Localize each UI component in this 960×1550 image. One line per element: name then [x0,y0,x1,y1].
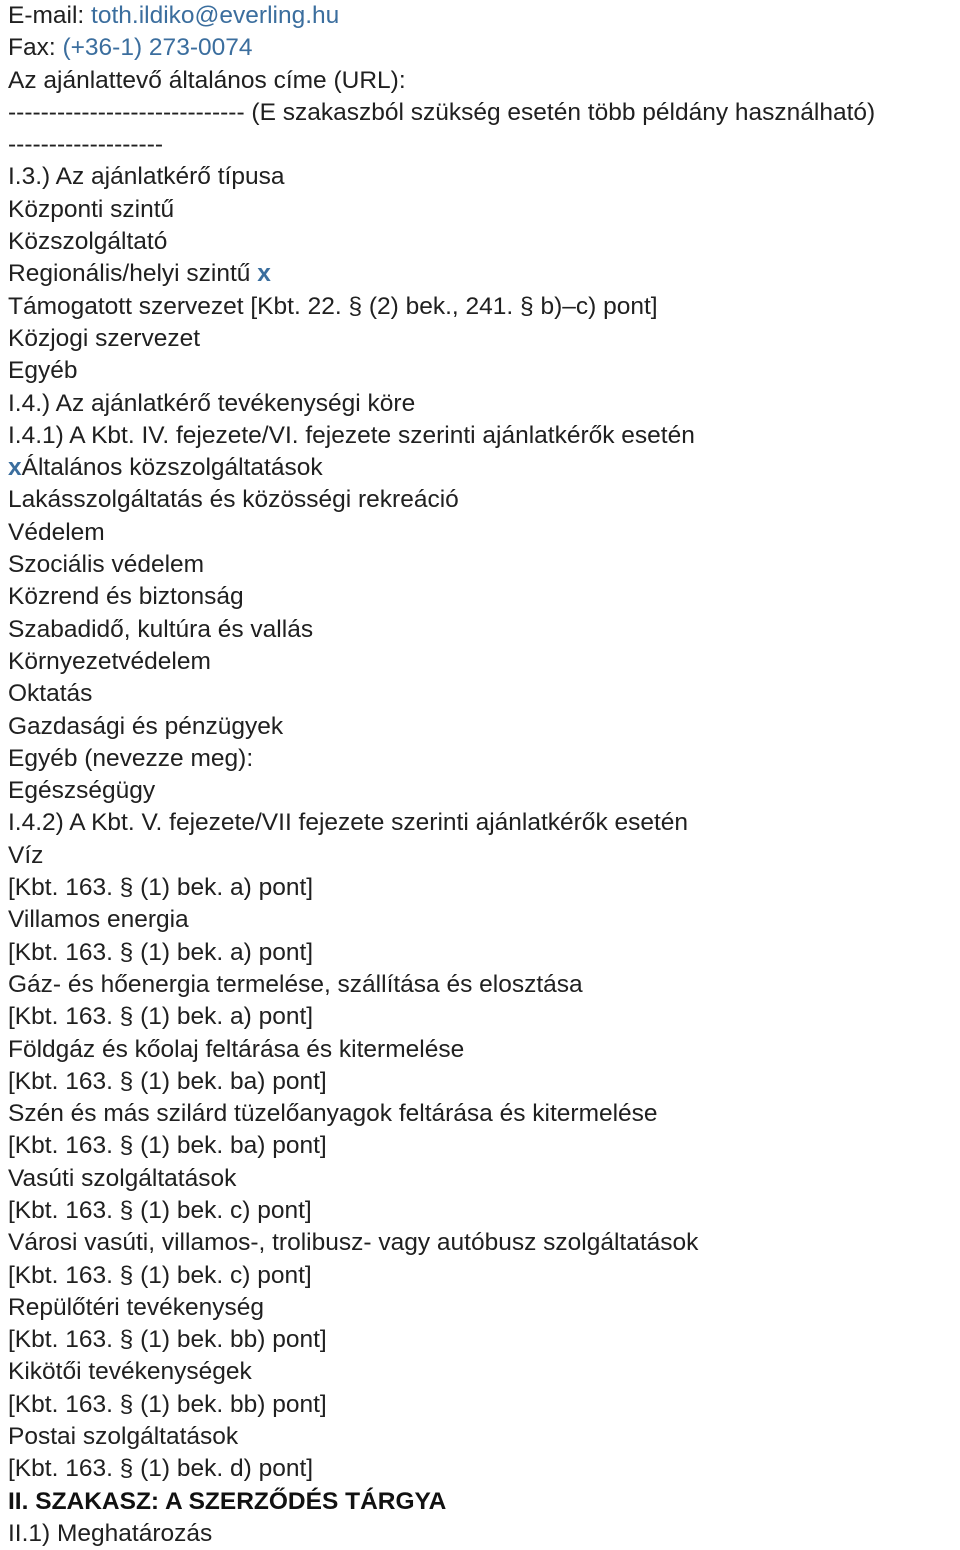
fax-label: Fax: [8,34,63,62]
list-item: Gáz- és hőenergia termelése, szállítása és elosztása [8,970,583,998]
list-item: Kikötői tevékenységek [8,1358,252,1386]
document-page [8,0,956,1550]
list-item: Oktatás [8,680,93,708]
list-item: Városi vasúti, villamos-, trolibusz- vagy autóbusz szolgáltatások [8,1229,699,1257]
list-item: Támogatott szervezet [Kbt. 22. § (2) bek., 241. § b)–c) pont] [8,292,658,320]
separator-note: ----------------------------- (E szakaszból szükség esetén több példány használható) [8,98,876,126]
list-item-reference: [Kbt. 163. § (1) bek. ba) pont] [8,1132,327,1160]
list-item: Védelem [8,518,105,546]
section-i4-heading: I.4.) Az ajánlatkérő tevékenységi köre [8,389,416,417]
list-item: Szabadidő, kultúra és vallás [8,615,314,643]
fax-number[interactable]: (+36-1) 273-0074 [62,34,253,62]
selected-mark: x [8,454,22,482]
section-i3-heading: I.3.) Az ajánlatkérő típusa [8,163,285,191]
list-item-reference: [Kbt. 163. § (1) bek. c) pont] [8,1196,312,1224]
list-item: Lakásszolgáltatás és közösségi rekreáció [8,486,459,514]
list-item-reference: [Kbt. 163. § (1) bek. a) pont] [8,874,314,902]
email-line [8,0,956,32]
list-item: Víz [8,841,44,869]
selected-mark: x [257,260,271,288]
list-item: Földgáz és kőolaj feltárása és kitermelése [8,1035,465,1063]
list-item: Repülőtéri tevékenység [8,1293,265,1321]
email-link[interactable]: toth.ildiko@everling.hu [91,2,340,29]
section-ii1-heading: II.1) Meghatározás [8,1519,213,1547]
list-item: Vasúti szolgáltatások [8,1164,237,1192]
list-item-reference: [Kbt. 163. § (1) bek. a) pont] [8,938,314,966]
list-item-reference: [Kbt. 163. § (1) bek. d) pont] [8,1455,314,1483]
list-item: Szociális védelem [8,551,205,579]
section-i42-heading: I.4.2) A Kbt. V. fejezete/VII fejezete szerinti ajánlatkérők esetén [8,809,689,837]
list-item: Egészségügy [8,777,156,805]
list-item: Egyéb [8,357,78,385]
list-item: Közjogi szervezet [8,324,201,352]
list-item [8,452,956,484]
section-ii-heading: II. SZAKASZ: A SZERZŐDÉS TÁRGYA [8,1487,447,1515]
url-label: Az ajánlattevő általános címe (URL): [8,66,406,94]
list-item-label: Általános közszolgáltatások [21,454,323,482]
list-item [8,258,956,290]
list-item: Környezetvédelem [8,647,211,675]
list-item: Szén és más szilárd tüzelőanyagok feltárása és kitermelése [8,1100,658,1128]
list-item: Közszolgáltató [8,228,168,256]
fax-line [8,32,956,64]
email-label: E-mail: [8,2,92,29]
list-item: Postai szolgáltatások [8,1423,239,1451]
list-item: Egyéb (nevezze meg): [8,744,254,772]
section-i41-heading: I.4.1) A Kbt. IV. fejezete/VI. fejezete szerinti ajánlatkérők esetén [8,421,695,449]
list-item-reference: [Kbt. 163. § (1) bek. ba) pont] [8,1067,327,1095]
list-item-reference: [Kbt. 163. § (1) bek. bb) pont] [8,1390,327,1418]
list-item: Közrend és biztonság [8,583,244,611]
list-item-reference: [Kbt. 163. § (1) bek. a) pont] [8,1003,314,1031]
list-item: Gazdasági és pénzügyek [8,712,284,740]
list-item: Központi szintű [8,195,175,223]
list-item-reference: [Kbt. 163. § (1) bek. bb) pont] [8,1326,327,1354]
list-item-label: Regionális/helyi szintű [8,260,258,288]
list-item-reference: [Kbt. 163. § (1) bek. c) pont] [8,1261,312,1289]
separator-end: ------------------- [8,131,164,159]
list-item: Villamos energia [8,906,189,934]
